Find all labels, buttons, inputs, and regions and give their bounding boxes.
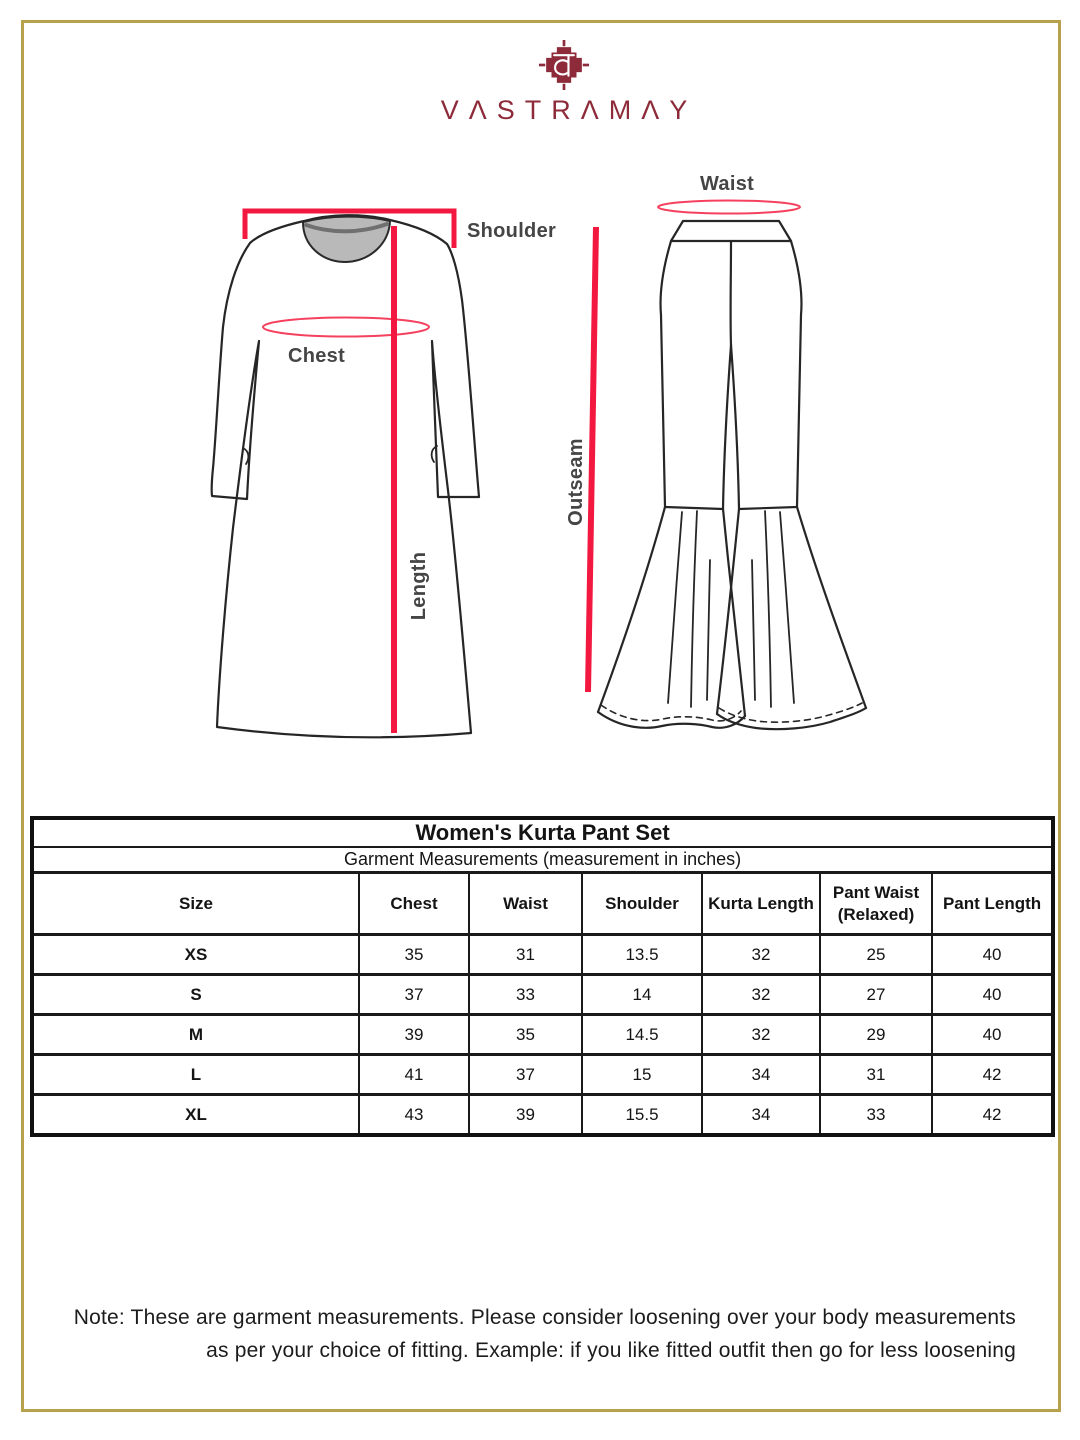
value-cell: 35 [359, 935, 469, 975]
value-cell: 40 [932, 935, 1053, 975]
shoulder-label: Shoulder [467, 220, 557, 242]
table-row-xl [32, 1095, 1053, 1136]
column-header-size: Size [32, 873, 359, 935]
value-cell: 42 [932, 1055, 1053, 1095]
value-cell: 33 [469, 975, 582, 1015]
value-cell: 15 [582, 1055, 702, 1095]
value-cell: 33 [820, 1095, 932, 1136]
size-cell: XS [32, 935, 359, 975]
length-label: Length [408, 551, 430, 621]
value-cell: 14 [582, 975, 702, 1015]
table-subtitle-row [32, 847, 1053, 873]
value-cell: 31 [820, 1055, 932, 1095]
column-header-waist: Waist [469, 873, 582, 935]
table-title: Women's Kurta Pant Set [32, 818, 1053, 847]
table-subtitle: Garment Measurements (measurement in inches) [32, 847, 1053, 873]
size-cell: XL [32, 1095, 359, 1136]
pant-sketch [598, 221, 866, 729]
kurta-sketch [212, 215, 479, 737]
size-table [30, 816, 1055, 1137]
value-cell: 40 [932, 975, 1053, 1015]
brand-wordmark: VΛSTRΛMΛY [440, 95, 698, 125]
outseam-label: Outseam [565, 438, 587, 526]
note-line-2: as per your choice of fitting. Example: if you like fitted outfit then go for less loosening [206, 1339, 1016, 1362]
column-header-pant-length: Pant Length [932, 873, 1053, 935]
value-cell: 37 [469, 1055, 582, 1095]
column-header-kurta-length: Kurta Length [702, 873, 820, 935]
value-cell: 40 [932, 1015, 1053, 1055]
table-title-row [32, 818, 1053, 847]
value-cell: 37 [359, 975, 469, 1015]
value-cell: 39 [359, 1015, 469, 1055]
value-cell: 35 [469, 1015, 582, 1055]
measurement-note [30, 1301, 1016, 1367]
value-cell: 41 [359, 1055, 469, 1095]
chest-label: Chest [288, 345, 346, 367]
value-cell: 39 [469, 1095, 582, 1136]
value-cell: 34 [702, 1095, 820, 1136]
value-cell: 25 [820, 935, 932, 975]
table-row-l [32, 1055, 1053, 1095]
column-header-shoulder: Shoulder [582, 873, 702, 935]
value-cell: 13.5 [582, 935, 702, 975]
value-cell: 43 [359, 1095, 469, 1136]
column-header-chest: Chest [359, 873, 469, 935]
table-row-xs [32, 935, 1053, 975]
value-cell: 14.5 [582, 1015, 702, 1055]
waist-label: Waist [700, 173, 755, 195]
size-cell: M [32, 1015, 359, 1055]
table-header-row [32, 873, 1053, 935]
column-header-pant-waist: Pant Waist (Relaxed) [820, 873, 932, 935]
outseam-line [588, 227, 596, 692]
value-cell: 27 [820, 975, 932, 1015]
value-cell: 15.5 [582, 1095, 702, 1136]
size-cell: L [32, 1055, 359, 1095]
waist-ellipse [658, 201, 800, 214]
note-line-1: Note: These are garment measurements. Please consider loosening over your body measurements [73, 1306, 1016, 1329]
value-cell: 31 [469, 935, 582, 975]
value-cell: 34 [702, 1055, 820, 1095]
table-row-m [32, 1015, 1053, 1055]
table-row-s [32, 975, 1053, 1015]
value-cell: 32 [702, 935, 820, 975]
size-cell: S [32, 975, 359, 1015]
value-cell: 32 [702, 975, 820, 1015]
value-cell: 29 [820, 1015, 932, 1055]
value-cell: 32 [702, 1015, 820, 1055]
value-cell: 42 [932, 1095, 1053, 1136]
